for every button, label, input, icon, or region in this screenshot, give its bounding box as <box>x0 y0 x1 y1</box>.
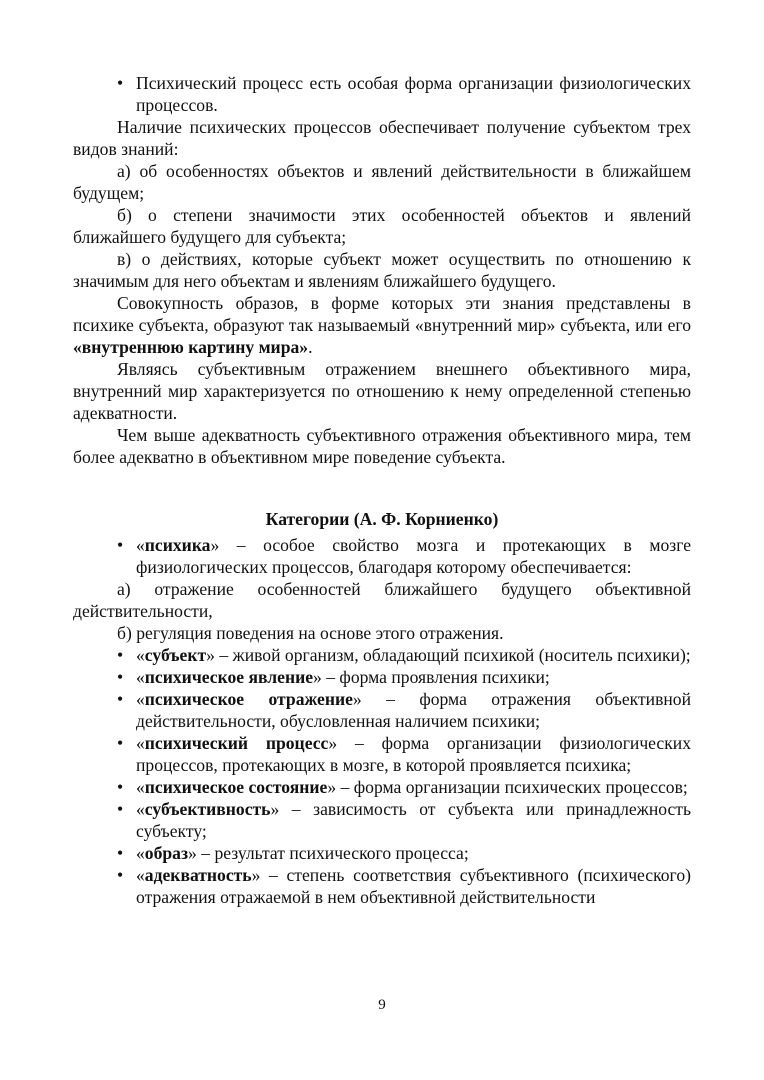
bullet-icon: • <box>117 535 124 555</box>
quote-open: « <box>136 535 145 555</box>
bullet-icon: • <box>117 645 124 665</box>
page-content <box>73 72 691 908</box>
category-item <box>73 864 691 908</box>
section-heading: Категории (А. Ф. Корниенко) <box>265 509 499 529</box>
quote-open: « <box>136 865 145 885</box>
intro-paragraph-2-end: . <box>308 337 313 357</box>
category-definition: » – форма организации физиологических процессов, протекающих в мозге, в которой проявляется психика; <box>136 733 691 775</box>
bullet-icon: • <box>117 689 124 709</box>
category-term: психическое явление <box>144 667 314 687</box>
quote-open: « <box>136 645 145 665</box>
category-item <box>73 732 691 776</box>
category-item <box>73 776 691 798</box>
category-definition: » – результат психического процесса; <box>188 843 469 863</box>
intro-item-c: в) о действиях, которые субъект может осуществить по отношению к значимым для него объектам и явлениям ближайшего будущего. <box>73 249 691 291</box>
category-term: психика <box>144 535 211 555</box>
category-item <box>73 666 691 688</box>
quote-open: « <box>136 667 145 687</box>
category-item <box>73 688 691 732</box>
category-term: образ <box>144 843 189 863</box>
intro-paragraph-2-text: Совокупность образов, в форме которых эти знания представлены в психике субъекта, образуют так называемый «внутренний мир» субъекта, или его <box>73 293 691 335</box>
intro-paragraph-4: Чем выше адекватность субъективного отражения объективного мира, тем более адекватно в объективном мире поведение субъекта. <box>73 425 691 467</box>
quote-open: « <box>136 733 145 753</box>
bullet-icon: • <box>117 843 124 863</box>
category-definition: » – живой организм, обладающий психикой (носитель психики); <box>206 645 691 665</box>
intro-bullet-item <box>73 72 691 116</box>
category-item <box>73 798 691 842</box>
bullet-icon: • <box>117 73 124 93</box>
bullet-icon: • <box>117 865 124 885</box>
category-definition: » – форма отражения объективной действительности, обусловленная наличием психики; <box>136 689 691 731</box>
psyche-item-a: а) отражение особенностей ближайшего будущего объективной действительности, <box>73 579 691 621</box>
bullet-icon: • <box>117 667 124 687</box>
quote-open: « <box>136 799 145 819</box>
intro-paragraph-2 <box>73 292 691 358</box>
intro-bullet-text: Психический процесс есть особая форма организации физиологических процессов. <box>136 73 691 115</box>
inner-picture-term: «внутреннюю картину мира» <box>73 337 309 357</box>
category-definition: » – особое свойство мозга и протекающих в мозге физиологических процессов, благодаря которому обеспечивается: <box>136 535 691 577</box>
category-term: психическое отражение <box>144 689 353 709</box>
category-definition: » – степень соответствия субъективного (психического) отражения отражаемой в нем объективной действительности <box>136 865 691 907</box>
quote-open: « <box>136 777 145 797</box>
quote-open: « <box>136 689 145 709</box>
category-item-psyche <box>73 534 691 578</box>
intro-paragraph-3: Являясь субъективным отражением внешнего объективного мира, внутренний мир характеризуется по отношению к нему определенной степенью адекватности. <box>73 359 691 423</box>
psyche-item-b: б) регуляция поведения на основе этого отражения. <box>117 623 504 643</box>
quote-open: « <box>136 843 145 863</box>
category-term: психический процесс <box>144 733 329 753</box>
bullet-icon: • <box>117 733 124 753</box>
category-term: субъект <box>144 645 207 665</box>
category-definition: » – форма проявления психики; <box>313 667 550 687</box>
bullet-icon: • <box>117 777 124 797</box>
category-definition: » – форма организации психических процессов; <box>327 777 688 797</box>
category-term: психическое состояние <box>144 777 328 797</box>
category-term: субъективность <box>144 799 271 819</box>
intro-item-a: а) об особенностях объектов и явлений действительности в ближайшем будущем; <box>73 161 691 203</box>
intro-paragraph-1: Наличие психических процессов обеспечивает получение субъектом трех видов знаний: <box>73 117 691 159</box>
category-item <box>73 644 691 666</box>
bullet-icon: • <box>117 799 124 819</box>
category-item <box>73 842 691 864</box>
category-list <box>73 644 691 908</box>
intro-item-b: б) о степени значимости этих особенностей объектов и явлений ближайшего будущего для субъекта; <box>73 205 691 247</box>
category-term: адекватность <box>144 865 252 885</box>
category-definition: » – зависимость от субъекта или принадлежность субъекту; <box>136 799 691 841</box>
page-number: 9 <box>378 997 386 1013</box>
